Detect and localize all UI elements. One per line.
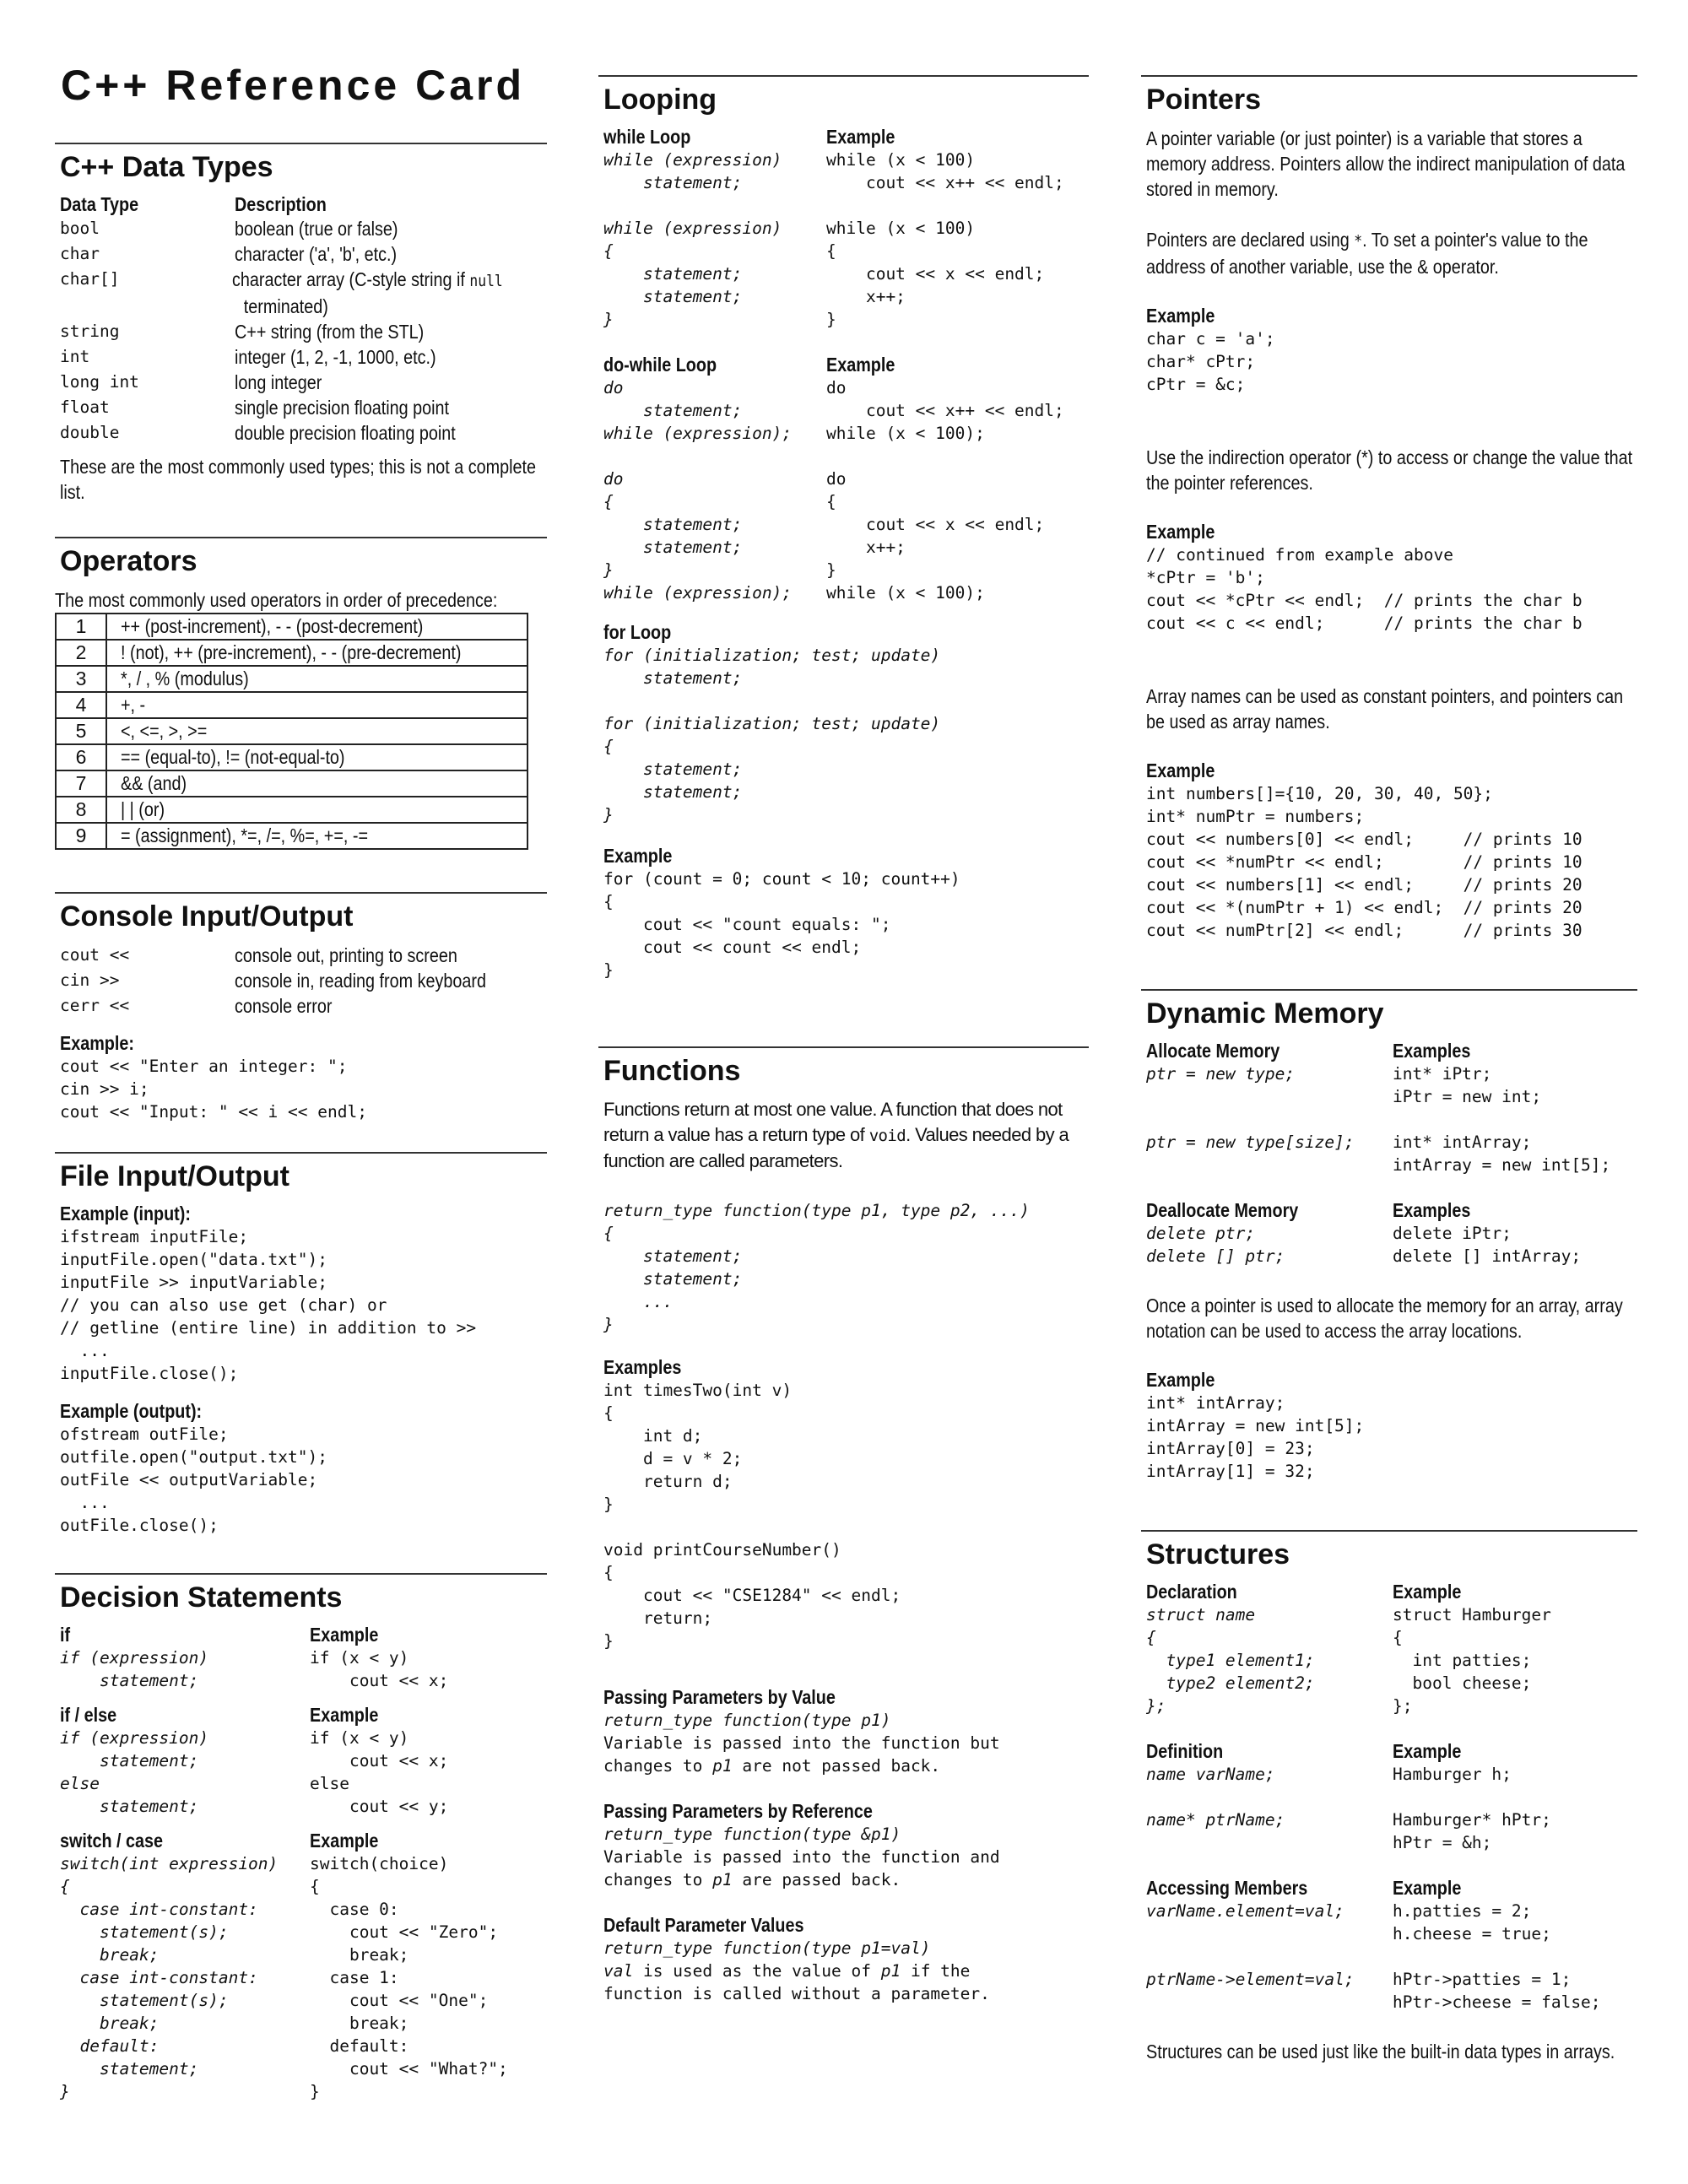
- do-while-loop-label: do-while Loop: [603, 354, 717, 376]
- decision-example: switch(choice) { case 0: cout << "Zero"; break; case 1: cout << "One"; break; default: cout << "What?"; }: [310, 1854, 508, 2101]
- section-functions: [598, 1046, 1089, 2005]
- section-heading: Pointers: [1146, 84, 1262, 116]
- operator-row: [56, 797, 528, 823]
- stream-description: console in, reading from keyboard: [235, 970, 486, 992]
- allocate-example-2: int* intArray; intArray = new int[5];: [1393, 1133, 1611, 1175]
- output-example-label: Example (output):: [60, 1400, 203, 1422]
- operator-row: [56, 823, 528, 849]
- file-output-code: ofstream outFile; outfile.open("output.txt"); outFile << outputVariable; ... outFile.close();: [60, 1424, 327, 1535]
- precedence-number: 8: [56, 797, 106, 823]
- deallocate-example: delete iPtr; delete [] intArray;: [1393, 1224, 1582, 1266]
- console-io-row: [60, 968, 547, 993]
- pointers-intro: A pointer variable (or just pointer) is a variable that stores a memory address. Pointers allow the indirect manipulation of data stored in memory.: [1146, 127, 1626, 200]
- example-label: Example: [310, 1704, 379, 1726]
- column-header-type: Data Type: [60, 193, 139, 215]
- precedence-number: 7: [56, 770, 106, 797]
- access-example-2: hPtr->patties = 1; hPtr->cheese = false;: [1393, 1970, 1601, 2012]
- precedence-number: 2: [56, 640, 106, 666]
- input-example-label: Example (input):: [60, 1203, 191, 1224]
- stream-code: cerr <<: [60, 996, 130, 1015]
- section-operators: [55, 537, 547, 850]
- section-heading: Functions: [603, 1055, 741, 1087]
- function-examples: int timesTwo(int v) { int d; d = v * 2; return d; } void printCourseNumber() { cout << "CSE1284" << endl; return; }: [603, 1381, 901, 1651]
- pass-by-reference-desc: Variable is passed into the function and changes to p1 are passed back.: [603, 1847, 1000, 1889]
- section-heading: Console Input/Output: [60, 900, 354, 933]
- operator-description: *, / , % (modulus): [106, 666, 528, 692]
- function-syntax: return_type function(type p1, type p2, ...) { statement; statement; ... }: [603, 1201, 1030, 1334]
- console-io-row: [60, 943, 547, 968]
- declaration-label: Declaration: [1146, 1581, 1237, 1603]
- decision-block: [60, 1624, 547, 1692]
- stream-description: console error: [235, 995, 333, 1017]
- dynamic-memory-example: int* intArray; intArray = new int[5]; intArray[0] = 23; intArray[1] = 32;: [1146, 1393, 1365, 1481]
- section-heading: Operators: [60, 545, 197, 577]
- operator-description: ! (not), ++ (pre-increment), - - (pre-decrement): [106, 640, 528, 666]
- definition-label: Definition: [1146, 1740, 1224, 1762]
- precedence-number: 6: [56, 744, 106, 770]
- data-type-row: [60, 395, 547, 420]
- example-label: Example: [603, 845, 673, 867]
- operator-description: = (assignment), *=, /=, %=, +=, -=: [106, 823, 528, 849]
- precedence-number: 4: [56, 692, 106, 718]
- operator-description: ++ (post-increment), - - (post-decrement): [106, 614, 528, 640]
- data-type-name: long int: [60, 372, 139, 392]
- example-label: Example: [310, 1624, 379, 1646]
- while-loop-example: while (x < 100) cout << x++ << endl; while (x < 100) { cout << x << endl; x++; }: [826, 150, 1064, 329]
- example-label: Example: [310, 1830, 379, 1852]
- column-header-description: Description: [235, 193, 327, 215]
- operator-row: [56, 640, 528, 666]
- decision-syntax: switch(int expression) { case int-constant: statement(s); break; case int-constant: statement(s); break; default: statement; }: [60, 1854, 279, 2101]
- do-while-loop-example: do cout << x++ << endl; while (x < 100); do { cout << x << endl; x++; } while (x < 100);: [826, 378, 1064, 603]
- definition-example-1: Hamburger h;: [1393, 1765, 1512, 1784]
- data-types-list: [60, 216, 547, 446]
- deallocate-syntax: delete ptr; delete [] ptr;: [1146, 1224, 1285, 1266]
- while-loop-label: while Loop: [603, 126, 691, 148]
- console-io-row: [60, 993, 547, 1019]
- section-heading: Decision Statements: [60, 1581, 343, 1614]
- section-pointers: [1141, 75, 1637, 942]
- data-type-row: [60, 420, 547, 446]
- example-label: Example: [1393, 1877, 1462, 1899]
- indirection-text: Use the indirection operator (*) to access or change the value that the pointer references.: [1146, 446, 1633, 494]
- while-loop-syntax: while (expression) statement; while (expression) { statement; statement; }: [603, 150, 782, 329]
- example-label: Example: [1393, 1740, 1462, 1762]
- examples-label: Examples: [1393, 1199, 1471, 1221]
- stream-code: cin >>: [60, 970, 120, 990]
- operator-description: +, -: [106, 692, 528, 718]
- data-type-name: char: [60, 244, 100, 263]
- array-note: Once a pointer is used to allocate the memory for an array, array notation can be used to access the array locations.: [1146, 1295, 1623, 1342]
- for-loop-label: for Loop: [603, 621, 672, 643]
- data-type-description: double precision floating point: [235, 422, 456, 444]
- section-structures: [1141, 1530, 1637, 2064]
- pointers-example-2: // continued from example above *cPtr = 'b'; cout << *cPtr << endl; // prints the char b cout << c << endl; // prints the char b: [1146, 545, 1582, 633]
- operator-description: <, <=, >, >=: [106, 718, 528, 744]
- arrays-text: Array names can be used as constant pointers, and pointers can be used as array names.: [1146, 685, 1624, 733]
- stream-description: console out, printing to screen: [235, 944, 457, 966]
- file-input-code: ifstream inputFile; inputFile.open("data.txt"); inputFile >> inputVariable; // you can also use get (char) or // getline (entire line) in addition to >> ... inputFile.close();: [60, 1227, 477, 1383]
- data-type-name: bool: [60, 219, 100, 238]
- data-types-header: [60, 193, 547, 216]
- data-type-description: C++ string (from the STL): [235, 321, 425, 343]
- decision-label: switch / case: [60, 1830, 164, 1852]
- example-label: Example: [1393, 1581, 1462, 1603]
- example-label: Example:: [60, 1032, 134, 1054]
- default-params-label: Default Parameter Values: [603, 1914, 804, 1936]
- data-type-name: string: [60, 322, 120, 341]
- data-type-row: [60, 216, 547, 241]
- access-syntax-1: varName.element=val;: [1146, 1901, 1344, 1921]
- example-label: Example: [1146, 521, 1215, 543]
- operator-description: == (equal-to), != (not-equal-to): [106, 744, 528, 770]
- example-label: Example: [826, 354, 895, 376]
- allocate-label: Allocate Memory: [1146, 1040, 1280, 1062]
- section-decision-statements: [55, 1573, 547, 2103]
- decision-block: [60, 1704, 547, 1818]
- decision-example: if (x < y) cout << x; else cout << y;: [310, 1728, 449, 1816]
- operator-row: [56, 666, 528, 692]
- operator-row: [56, 692, 528, 718]
- decision-label: if / else: [60, 1704, 117, 1726]
- while-loop-block: [603, 126, 1089, 331]
- operator-row: [56, 718, 528, 744]
- declaration-syntax: struct name { type1 element1; type2 element2; };: [1146, 1605, 1315, 1716]
- section-heading: Dynamic Memory: [1146, 997, 1384, 1030]
- decision-syntax: if (expression) statement;: [60, 1648, 209, 1690]
- do-while-loop-syntax: do statement; while (expression); do { statement; statement; } while (expression);: [603, 378, 793, 603]
- section-heading: File Input/Output: [60, 1160, 289, 1192]
- data-type-description: integer (1, 2, -1, 1000, etc.): [235, 346, 436, 368]
- section-heading: Structures: [1146, 1538, 1290, 1570]
- operator-row: [56, 770, 528, 797]
- stream-code: cout <<: [60, 945, 130, 965]
- section-heading: C++ Data Types: [60, 151, 273, 183]
- precedence-number: 1: [56, 614, 106, 640]
- decision-label: if: [60, 1624, 71, 1646]
- decision-block: [60, 1830, 547, 2103]
- structures-note: Structures can be used just like the built-in data types in arrays.: [1146, 2041, 1615, 2062]
- example-label: Example: [1146, 760, 1215, 781]
- allocate-syntax-1: ptr = new type;: [1146, 1064, 1296, 1084]
- pointers-example-3: int numbers[]={10, 20, 30, 40, 50}; int* numPtr = numbers; cout << numbers[0] << endl; // prints 10 cout << *numPtr << endl; // prints 10 cout << numbers[1] << endl; // prints 20 cout << *(numPtr + 1) << endl; // prints 20 cout << numPtr[2] << endl; // prints 30: [1146, 784, 1582, 940]
- section-heading: Looping: [603, 84, 717, 116]
- operator-description: | | (or): [106, 797, 528, 823]
- section-looping: [598, 75, 1089, 981]
- access-syntax-2: ptrName->element=val;: [1146, 1970, 1355, 1989]
- section-file-io: [55, 1152, 547, 1537]
- data-type-description: boolean (true or false): [235, 218, 398, 240]
- decision-syntax: if (expression) statement; else statement;: [60, 1728, 209, 1816]
- declaration-block: [1146, 1581, 1637, 1717]
- definition-block: [1146, 1740, 1637, 1854]
- example-label: Example: [1146, 305, 1215, 327]
- operator-row: [56, 614, 528, 640]
- data-type-row: [60, 370, 547, 395]
- accessing-members-block: [1146, 1877, 1637, 2014]
- pass-by-value-syntax: return_type function(type p1): [603, 1711, 891, 1730]
- data-type-name: float: [60, 397, 110, 417]
- pass-by-value-label: Passing Parameters by Value: [603, 1686, 836, 1708]
- data-type-name: char[]: [60, 269, 120, 289]
- definition-syntax-2: name* ptrName;: [1146, 1810, 1285, 1830]
- data-types-note: These are the most commonly used types; this is not a complete list.: [60, 456, 536, 503]
- for-loop-example: for (count = 0; count < 10; count++) { cout << "count equals: "; cout << count << endl; }: [603, 869, 960, 980]
- section-console-io: [55, 892, 547, 1123]
- console-io-list: [60, 943, 547, 1019]
- examples-label: Examples: [603, 1356, 682, 1378]
- section-data-types: [55, 143, 547, 505]
- decision-blocks: [60, 1624, 547, 2103]
- data-type-row: [60, 267, 547, 319]
- deallocate-label: Deallocate Memory: [1146, 1199, 1299, 1221]
- example-label: Example: [826, 126, 895, 148]
- data-type-name: double: [60, 423, 120, 442]
- allocate-syntax-2: ptr = new type[size];: [1146, 1133, 1355, 1152]
- declaration-example: struct Hamburger { int patties; bool cheese; };: [1393, 1605, 1551, 1716]
- operators-table: [55, 613, 528, 850]
- access-example-1: h.patties = 2; h.cheese = true;: [1393, 1901, 1551, 1943]
- examples-label: Examples: [1393, 1040, 1471, 1062]
- do-while-loop-block: [603, 354, 1089, 604]
- default-params-syntax: return_type function(type p1=val): [603, 1938, 931, 1958]
- data-type-description: character array (C-style string if null terminated): [232, 268, 503, 317]
- data-type-description: single precision floating point: [235, 397, 450, 419]
- for-loop-syntax: for (initialization; test; update) statement; for (initialization; test; update) { statement; statement; }: [603, 646, 941, 824]
- operators-intro: The most commonly used operators in order of precedence:: [55, 589, 498, 611]
- data-type-row: [60, 319, 547, 344]
- section-dynamic-memory: [1141, 989, 1637, 1483]
- functions-intro: Functions return at most one value. A function that does not return a value has a return type of void. Values needed by a function are called parameters.: [603, 1099, 1069, 1171]
- precedence-number: 5: [56, 718, 106, 744]
- pointers-declare-text: Pointers are declared using *. To set a pointer's value to the address of another variable, use the & operator.: [1146, 229, 1588, 278]
- decision-example: if (x < y) cout << x;: [310, 1648, 449, 1690]
- data-type-name: int: [60, 347, 90, 366]
- precedence-number: 3: [56, 666, 106, 692]
- console-io-example-code: cout << "Enter an integer: "; cin >> i; cout << "Input: " << i << endl;: [60, 1057, 367, 1122]
- pass-by-reference-syntax: return_type function(type &p1): [603, 1825, 901, 1844]
- for-loop-block: [603, 621, 1089, 981]
- data-type-row: [60, 344, 547, 370]
- data-type-description: character ('a', 'b', etc.): [235, 243, 398, 265]
- operator-row: [56, 744, 528, 770]
- deallocate-block: [1146, 1199, 1637, 1268]
- precedence-number: 9: [56, 823, 106, 849]
- operator-description: && (and): [106, 770, 528, 797]
- pointers-example-1: char c = 'a'; char* cPtr; cPtr = &c;: [1146, 329, 1275, 394]
- pass-by-value-desc: Variable is passed into the function but changes to p1 are not passed back.: [603, 1733, 1000, 1776]
- default-params-desc: val is used as the value of p1 if the function is called without a parameter.: [603, 1961, 990, 2003]
- definition-example-2: Hamburger* hPtr; hPtr = &h;: [1393, 1810, 1551, 1852]
- example-label: Example: [1146, 1369, 1215, 1391]
- accessing-members-label: Accessing Members: [1146, 1877, 1308, 1899]
- allocate-block: [1146, 1040, 1637, 1176]
- page-title: C++ Reference Card: [61, 62, 526, 109]
- allocate-example-1: int* iPtr; iPtr = new int;: [1393, 1064, 1542, 1106]
- pass-by-reference-label: Passing Parameters by Reference: [603, 1800, 873, 1822]
- data-type-row: [60, 241, 547, 267]
- definition-syntax-1: name varName;: [1146, 1765, 1275, 1784]
- void-keyword: void: [868, 1127, 906, 1145]
- data-type-description: long integer: [235, 371, 322, 393]
